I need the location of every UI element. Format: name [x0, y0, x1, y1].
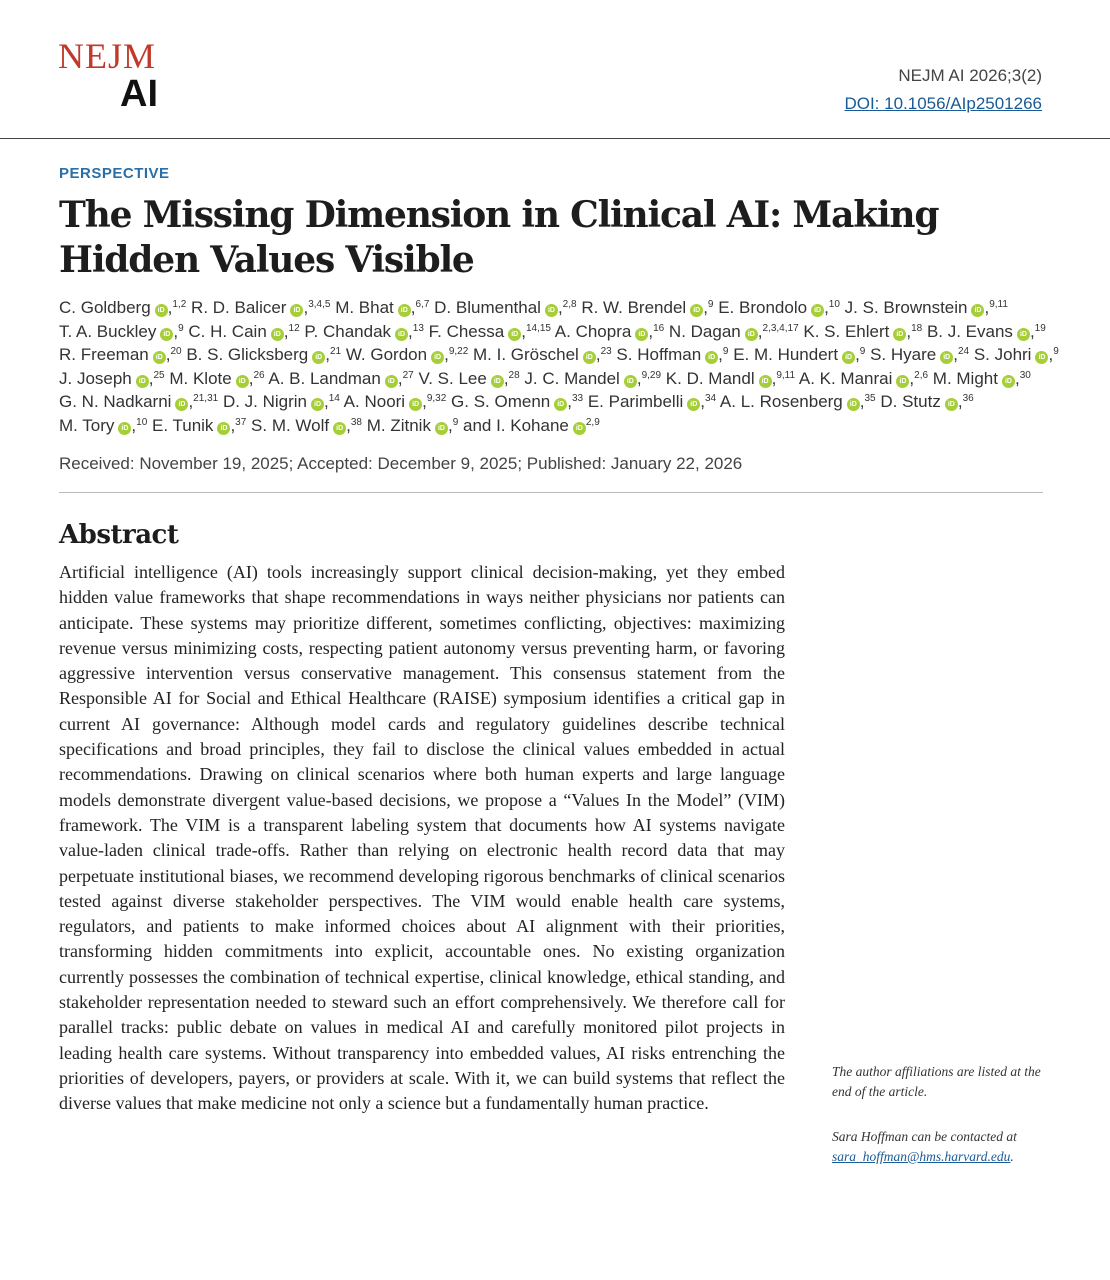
author-separator: ,: [906, 321, 912, 341]
author-name: A. K. Manrai: [798, 368, 893, 388]
author-name: and I. Kohane: [462, 415, 569, 435]
orcid-icon[interactable]: iD: [705, 351, 718, 364]
author-name: R. D. Balicer: [191, 298, 287, 317]
author-separator: ,: [410, 298, 416, 317]
orcid-icon[interactable]: iD: [624, 375, 637, 388]
author: [418, 369, 519, 388]
author: [588, 392, 716, 411]
author-separator: ,: [325, 345, 330, 364]
author: [191, 298, 330, 317]
orcid-icon[interactable]: iD: [385, 375, 398, 388]
orcid-icon[interactable]: iD: [635, 328, 648, 341]
abstract-text: Artificial intelligence (AI) tools increasingly support clinical decision-making, yet they embed hidden value frameworks that shape recommendations in ways neither physicians nor patients can anticipate. These systems may prioritize different, sometimes conflicting, objectives: maximizing revenue versus minimizing costs, respecting patient autonomy versus preventing harm, or favoring aggressive intervention versus conservative management. This consensus statement from the Responsible AI for Social and Ethical Healthcare (RAISE) symposium identifies a critical gap in current AI governance: Although model cards and regulatory guidelines describe technical specifications and broad principles, they fail to disclose the clinical values embedded in actual recommendations. Drawing on clinical scenarios where both human experts and large language models demonstrate divergent value-based decisions, we propose a “Values In the Model” (VIM) framework. The VIM is a transparent labeling system that documents how AI systems navigate value-laden clinical trade-offs. Rather than relying on electronic health record data that may perpetuate institutional biases, we recommend developing rigorous benchmarks of clinical scenarios tested against diverse stakeholder perspectives. The VIM would enable health care systems, regulators, and patients to make informed choices about AI alignment with their priorities, transforming hidden commitments into explicit, accountable ones. No existing organization currently possesses the combination of technical expertise, clinical knowledge, ethical standing, and stakeholder representation needed to steward such an effort comprehensively. We therefore call for parallel tracks: public debate on values in medical AI and carefully monitored pilot projects in leading health care systems. Without transparency into embedded values, AI risks entrenching the priorities of developers, payers, or providers at scale. With it, we can build systems that reflect the diverse values that make medicine not only a science but a fundamentally human practice.: [59, 562, 785, 1114]
author: [524, 369, 661, 388]
orcid-icon[interactable]: iD: [431, 351, 444, 364]
orcid-icon[interactable]: iD: [409, 398, 422, 411]
author: [169, 369, 264, 388]
author-name: S. M. Wolf: [251, 415, 330, 435]
author-separator: ,: [824, 298, 829, 317]
author-name: J. Joseph: [59, 368, 132, 388]
affiliation-number: 21: [329, 346, 342, 357]
author-name: K. D. Mandl: [665, 368, 755, 388]
author: [451, 392, 583, 411]
author-list: [59, 296, 1059, 437]
orcid-icon[interactable]: iD: [583, 351, 596, 364]
author-separator: ,: [855, 345, 860, 364]
orcid-icon[interactable]: iD: [398, 304, 411, 317]
affiliation-number: 34: [704, 393, 717, 404]
author: [669, 322, 799, 341]
author-separator: ,: [173, 321, 179, 341]
affiliation-number: 9,11: [776, 369, 796, 381]
affiliation-number: 9: [859, 346, 866, 357]
author: [335, 298, 429, 317]
author: [59, 322, 184, 341]
author-separator: ,: [408, 321, 413, 341]
author: [616, 345, 728, 364]
orcid-icon[interactable]: iD: [312, 351, 325, 364]
affiliation-number: 24: [957, 346, 970, 357]
author-name: D. Blumenthal: [434, 298, 541, 317]
author: [555, 322, 664, 341]
affiliation-number: 9: [452, 416, 459, 428]
author: [59, 392, 218, 411]
author-separator: ,: [303, 298, 309, 317]
author-separator: ,: [444, 345, 449, 364]
orcid-icon[interactable]: iD: [1002, 375, 1015, 388]
affiliation-number: 9: [178, 322, 184, 334]
affiliation-number: 21,31: [193, 393, 219, 404]
author-name: M. Tory: [59, 415, 115, 435]
author-name: E. Tunik: [152, 415, 214, 435]
author-separator: ,: [636, 368, 642, 388]
author-name: M. Might: [932, 368, 998, 388]
affiliation-number: 6,7: [415, 299, 430, 310]
author-name: R. W. Brendel: [581, 298, 687, 317]
author-name: S. Hyare: [870, 345, 937, 364]
author-name: A. Chopra: [554, 321, 632, 341]
author: [429, 322, 551, 341]
author-separator: ,: [595, 345, 601, 364]
orcid-icon[interactable]: iD: [893, 328, 906, 341]
author: [223, 392, 340, 411]
affiliation-number: 33: [571, 393, 584, 404]
article-title: The Missing Dimension in Clinical AI: Making Hidden Values Visible: [59, 194, 939, 281]
author-name: C. Goldberg: [59, 298, 151, 317]
author-name: B. J. Evans: [926, 321, 1013, 341]
author: [344, 392, 447, 411]
orcid-icon[interactable]: iD: [690, 304, 703, 317]
affiliation-number: 25: [153, 369, 165, 381]
author: [718, 298, 840, 317]
author-name: M. Zitnik: [366, 415, 431, 435]
orcid-icon[interactable]: iD: [153, 351, 166, 364]
publication-dates: Received: November 19, 2025; Accepted: December 9, 2025; Published: January 22, 2026: [59, 454, 743, 473]
affiliation-number: 19: [1034, 322, 1046, 334]
affiliation-number: 10: [828, 299, 840, 310]
author-name: E. Parimbelli: [587, 392, 684, 411]
author: [845, 298, 1008, 317]
orcid-icon[interactable]: iD: [554, 398, 567, 411]
author-separator: ,: [909, 368, 915, 388]
orcid-icon[interactable]: iD: [1035, 351, 1048, 364]
author-name: V. S. Lee: [418, 368, 487, 388]
orcid-icon[interactable]: iD: [847, 398, 860, 411]
contact-note: [832, 1127, 1047, 1167]
orcid-icon[interactable]: iD: [155, 304, 168, 317]
affiliation-number: 9,11: [989, 299, 1008, 310]
orcid-icon[interactable]: iD: [333, 422, 346, 435]
author: [188, 322, 299, 341]
author: [927, 322, 1046, 341]
author-name: J. S. Brownstein: [844, 298, 968, 317]
affiliation-number: 12: [288, 322, 300, 334]
orcid-icon[interactable]: iD: [971, 304, 984, 317]
author-name: A. L. Rosenberg: [719, 392, 843, 411]
author-separator: ,: [167, 298, 173, 317]
affiliation-number: 30: [1019, 369, 1031, 381]
author-name: K. S. Ehlert: [803, 321, 890, 341]
orcid-icon[interactable]: iD: [759, 375, 772, 388]
author: [720, 392, 876, 411]
affiliation-number: 10: [136, 416, 148, 428]
section-label: PERSPECTIVE: [59, 165, 170, 182]
author-separator: ,: [188, 392, 194, 411]
orcid-icon[interactable]: iD: [136, 375, 149, 388]
orcid-icon[interactable]: iD: [811, 304, 824, 317]
affiliation-number: 3,4,5: [308, 299, 331, 310]
author-separator: ,: [422, 392, 427, 411]
orcid-icon[interactable]: iD: [271, 328, 284, 341]
affiliation-number: 9,22: [448, 346, 469, 357]
author: [799, 369, 928, 388]
author-name: T. A. Buckley: [59, 321, 157, 341]
contact-prefix: Sara Hoffman can be contacted at: [832, 1129, 1017, 1144]
author-separator: ,: [771, 368, 777, 388]
affiliation-number: 2,9: [585, 416, 600, 428]
author-name: N. Dagan: [668, 321, 741, 341]
orcid-icon[interactable]: iD: [290, 304, 303, 317]
citation-block: [844, 62, 1042, 118]
author: [59, 345, 182, 364]
orcid-icon[interactable]: iD: [217, 422, 230, 435]
affiliation-number: 13: [412, 322, 424, 334]
author-separator: ,: [230, 415, 236, 435]
author-separator: ,: [957, 392, 963, 411]
author-name: A. Noori: [343, 392, 406, 411]
author-name: J. C. Mandel: [524, 368, 620, 388]
author-name: G. S. Omenn: [451, 392, 551, 411]
author-separator: ,: [567, 392, 572, 411]
author: [59, 416, 147, 435]
affiliation-number: 18: [911, 322, 923, 334]
author: [933, 369, 1031, 388]
author-separator: ,: [283, 321, 289, 341]
orcid-icon[interactable]: iD: [175, 398, 188, 411]
affiliation-number: 2,8: [562, 299, 577, 310]
orcid-icon[interactable]: iD: [160, 328, 173, 341]
orcid-icon[interactable]: iD: [311, 398, 324, 411]
orcid-icon[interactable]: iD: [687, 398, 700, 411]
author-name: G. N. Nadkarni: [59, 392, 172, 411]
author-separator: ,: [1029, 321, 1035, 341]
author: [268, 369, 413, 388]
author: [304, 322, 424, 341]
doi-link[interactable]: DOI: 10.1056/AIp2501266: [844, 94, 1042, 113]
orcid-icon[interactable]: iD: [945, 398, 958, 411]
author-name: R. Freeman: [59, 345, 149, 364]
author-name: W. Gordon: [345, 345, 428, 364]
orcid-icon[interactable]: iD: [118, 422, 131, 435]
author: [367, 416, 459, 435]
citation: NEJM AI 2026;3(2): [898, 66, 1042, 85]
author: [870, 345, 969, 364]
author: [346, 345, 468, 364]
author-name: C. H. Cain: [188, 321, 267, 341]
orcid-icon[interactable]: iD: [508, 328, 521, 341]
orcid-icon[interactable]: iD: [491, 375, 504, 388]
affiliation-number: 37: [235, 416, 247, 428]
logo-nejm-text: NEJM: [58, 36, 157, 76]
affiliation-number: 2,3,4,17: [762, 322, 799, 334]
author-separator: ,: [324, 392, 329, 411]
author: [666, 369, 795, 388]
author: [59, 369, 165, 388]
author-name: A. B. Landman: [268, 368, 381, 388]
affiliation-number: 9,29: [641, 369, 662, 381]
author-separator: ,: [521, 321, 526, 341]
author-separator: ,: [953, 345, 958, 364]
affiliation-number: 35: [864, 393, 876, 404]
orcid-icon[interactable]: iD: [745, 328, 758, 341]
author-name: P. Chandak: [304, 321, 392, 341]
author-name: M. Bhat: [335, 298, 394, 317]
author-separator: ,: [397, 368, 403, 388]
affiliation-number: 9: [722, 346, 729, 357]
affiliation-number: 16: [653, 322, 665, 334]
author: [186, 345, 341, 364]
abstract-heading: Abstract: [59, 520, 179, 550]
affiliation-number: 9,32: [426, 393, 447, 404]
orcid-icon[interactable]: iD: [435, 422, 448, 435]
orcid-icon[interactable]: iD: [896, 375, 909, 388]
author-separator: ,: [703, 298, 708, 317]
author-name: F. Chessa: [428, 321, 505, 341]
author: [59, 298, 186, 317]
author-separator: ,: [700, 392, 705, 411]
author: [880, 392, 973, 411]
affiliation-number: 27: [402, 369, 414, 381]
author-separator: ,: [148, 368, 154, 388]
orcid-icon[interactable]: iD: [940, 351, 953, 364]
author-separator: ,: [165, 345, 171, 364]
orcid-icon[interactable]: iD: [842, 351, 855, 364]
author-separator: ,: [1014, 368, 1020, 388]
logo-ai-text: AI: [120, 73, 158, 115]
affiliations-note: The author affiliations are listed at the end of the article.: [832, 1064, 1041, 1099]
affiliation-number: 28: [508, 369, 520, 381]
author-separator: ,: [1048, 345, 1054, 364]
author-name: S. Johri: [973, 345, 1032, 364]
author-name: D. Stutz: [880, 392, 941, 411]
contact-suffix: .: [1010, 1149, 1014, 1164]
orcid-icon[interactable]: iD: [395, 328, 408, 341]
author: [803, 322, 922, 341]
author-separator: ,: [131, 415, 137, 435]
author-separator: ,: [648, 321, 654, 341]
affiliation-number: 23: [600, 346, 612, 357]
author-separator: ,: [984, 298, 990, 317]
affiliation-number: 9: [707, 299, 714, 310]
affiliation-number: 20: [170, 346, 182, 357]
author: [463, 416, 600, 435]
author: [473, 345, 612, 364]
affiliation-number: 14,15: [525, 322, 551, 334]
author-separator: ,: [859, 392, 865, 411]
author-separator: ,: [718, 345, 723, 364]
affiliation-number: 1,2: [172, 299, 187, 310]
author: [251, 416, 362, 435]
author: [974, 345, 1059, 364]
contact-email-link[interactable]: sara_hoffman@hms.harvard.edu: [832, 1149, 1011, 1164]
author-name: D. J. Nigrin: [222, 392, 308, 411]
author-separator: ,: [757, 321, 763, 341]
author-name: E. M. Hundert: [733, 345, 839, 364]
affiliation-number: 26: [253, 369, 265, 381]
author-name: B. S. Glicksberg: [186, 345, 309, 364]
author-separator: ,: [503, 368, 509, 388]
author: [581, 298, 713, 317]
author-separator: ,: [557, 298, 563, 317]
orcid-icon[interactable]: iD: [573, 422, 586, 435]
orcid-icon[interactable]: iD: [236, 375, 249, 388]
orcid-icon[interactable]: iD: [545, 304, 558, 317]
affiliation-number: 36: [962, 393, 974, 404]
affiliation-number: 2,6: [914, 369, 929, 381]
author: [152, 416, 246, 435]
journal-logo: [58, 36, 168, 116]
author-separator: ,: [248, 368, 254, 388]
author-separator: ,: [346, 415, 351, 435]
author: [434, 298, 576, 317]
author: [733, 345, 865, 364]
author-name: S. Hoffman: [616, 345, 702, 364]
affiliation-number: 38: [350, 416, 362, 428]
section-divider: [59, 492, 1043, 493]
orcid-icon[interactable]: iD: [1017, 328, 1030, 341]
affiliation-number: 14: [328, 393, 340, 404]
author-name: M. Klote: [169, 368, 232, 388]
affiliation-number: 9: [1053, 346, 1059, 357]
author-name: M. I. Gröschel: [473, 345, 579, 364]
author-separator: ,: [447, 415, 453, 435]
header-divider: [0, 138, 1110, 139]
author-name: E. Brondolo: [718, 298, 808, 317]
